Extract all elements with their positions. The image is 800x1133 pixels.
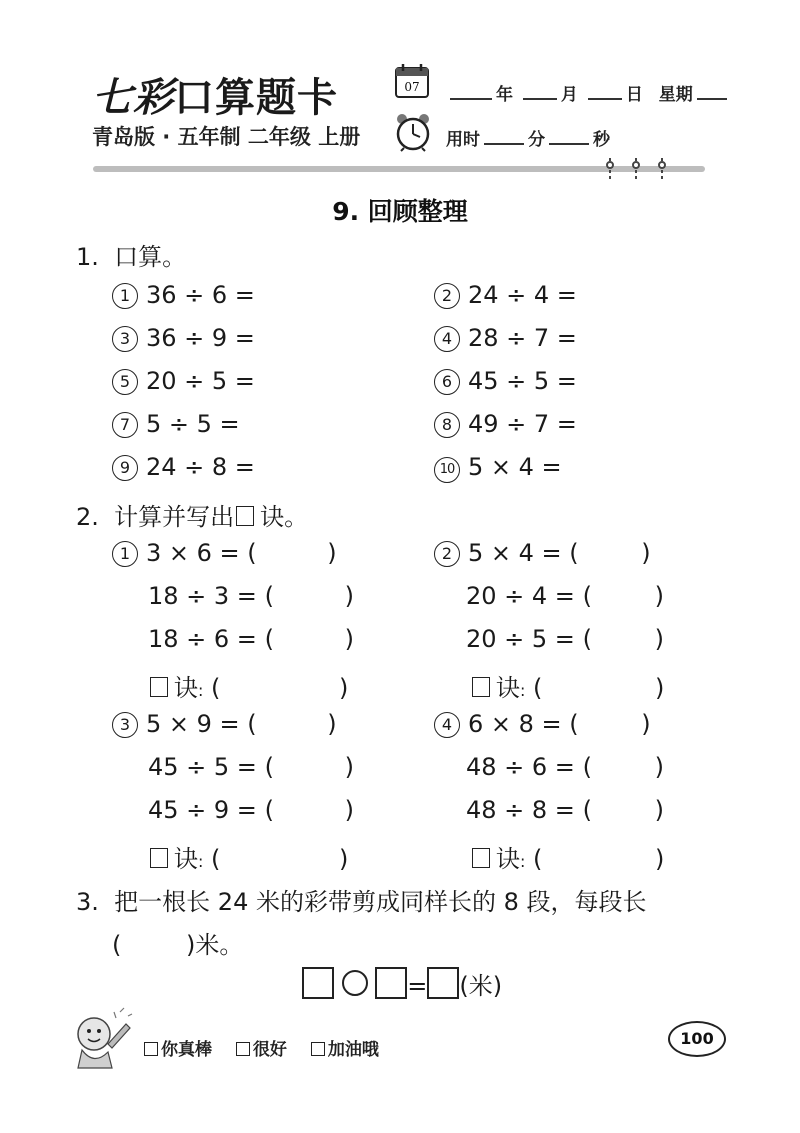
eval-option-great[interactable]: 你真棒 [144,1040,212,1060]
calc-group2-line1: 2 5 × 4 = ( ) [434,539,651,567]
equation-box-2[interactable] [375,967,407,999]
calc-group4-rhyme: 诀: ( ) [470,839,664,874]
calc-group1-line1: 1 3 × 6 = ( ) [112,539,337,567]
day-blank[interactable] [588,82,622,100]
calc-group2-rhyme: 诀: ( ) [470,668,664,703]
equation-box-1[interactable] [302,967,334,999]
calc-group3-line1: 3 5 × 9 = ( ) [112,710,337,738]
calc-group3-line2: 45 ÷ 5 = ( ) [148,753,354,781]
oral-item-5: 5 20 ÷ 5 = [112,367,255,395]
evaluation-options [144,1035,397,1060]
calc-group1-line2: 18 ÷ 3 = ( ) [148,582,354,610]
month-blank[interactable] [523,82,557,100]
eval-option-keep-trying[interactable]: 加油哦 [311,1040,379,1060]
oral-item-4: 4 28 ÷ 7 = [434,324,577,352]
oral-item-7: 7 5 ÷ 5 = [112,410,240,438]
eval-option-good[interactable]: 很好 [236,1040,287,1060]
year-blank[interactable] [450,82,492,100]
time-line: 用时 分 秒 [446,125,610,150]
oral-item-2: 2 24 ÷ 4 = [434,281,577,309]
brand-title [92,66,338,123]
oral-item-8: 8 49 ÷ 7 = [434,410,577,438]
section3-answer-line: ( )米。 [112,931,244,959]
operator-circle[interactable] [342,970,368,996]
calc-group4-line2: 48 ÷ 6 = ( ) [466,753,664,781]
date-line: 年 月 日 星期 [446,80,731,105]
calc-group2-line2: 20 ÷ 4 = ( ) [466,582,664,610]
edition-label: 青岛版 · 五年制 二年级 上册 [92,125,361,149]
equation-template: = (米) [302,966,502,1001]
calc-group2-line3: 20 ÷ 5 = ( ) [466,625,664,653]
brand-prefix: 七彩 [92,74,174,121]
calc-group4-line3: 48 ÷ 8 = ( ) [466,796,664,824]
oral-item-9: 9 24 ÷ 8 = [112,453,255,481]
seconds-blank[interactable] [549,127,589,145]
clock-icon [394,112,432,152]
minutes-blank[interactable] [484,127,524,145]
oral-item-3: 3 36 ÷ 9 = [112,324,255,352]
binder-rings-icon [598,157,676,183]
page-title: 9. 回顾整理 [332,197,468,226]
calc-group1-rhyme: 诀: ( ) [148,668,348,703]
calc-group4-line1: 4 6 × 8 = ( ) [434,710,651,738]
calc-group3-line3: 45 ÷ 9 = ( ) [148,796,354,824]
calc-group3-rhyme: 诀: ( ) [148,839,348,874]
equation-box-result[interactable] [427,967,459,999]
mascot-illustration [68,1004,138,1074]
oral-item-1: 1 36 ÷ 6 = [112,281,255,309]
oral-item-10: 10 5 × 4 = [434,453,562,483]
oral-item-6: 6 45 ÷ 5 = [434,367,577,395]
page-number: 100 [668,1021,726,1057]
calc-group1-line3: 18 ÷ 6 = ( ) [148,625,354,653]
section2-heading: 2. 计算并写出 诀。 [76,503,309,531]
weekday-blank[interactable] [697,82,727,100]
calendar-icon [394,63,430,99]
calendar-day: 07 [404,80,420,94]
kou-box-icon [236,506,254,526]
section3-question: 3. 把一根长 24 米的彩带剪成同样长的 8 段，每段长 [76,888,647,916]
section1-heading: 1. 口算。 [76,243,187,271]
brand-main: 口算题卡 [174,74,338,121]
